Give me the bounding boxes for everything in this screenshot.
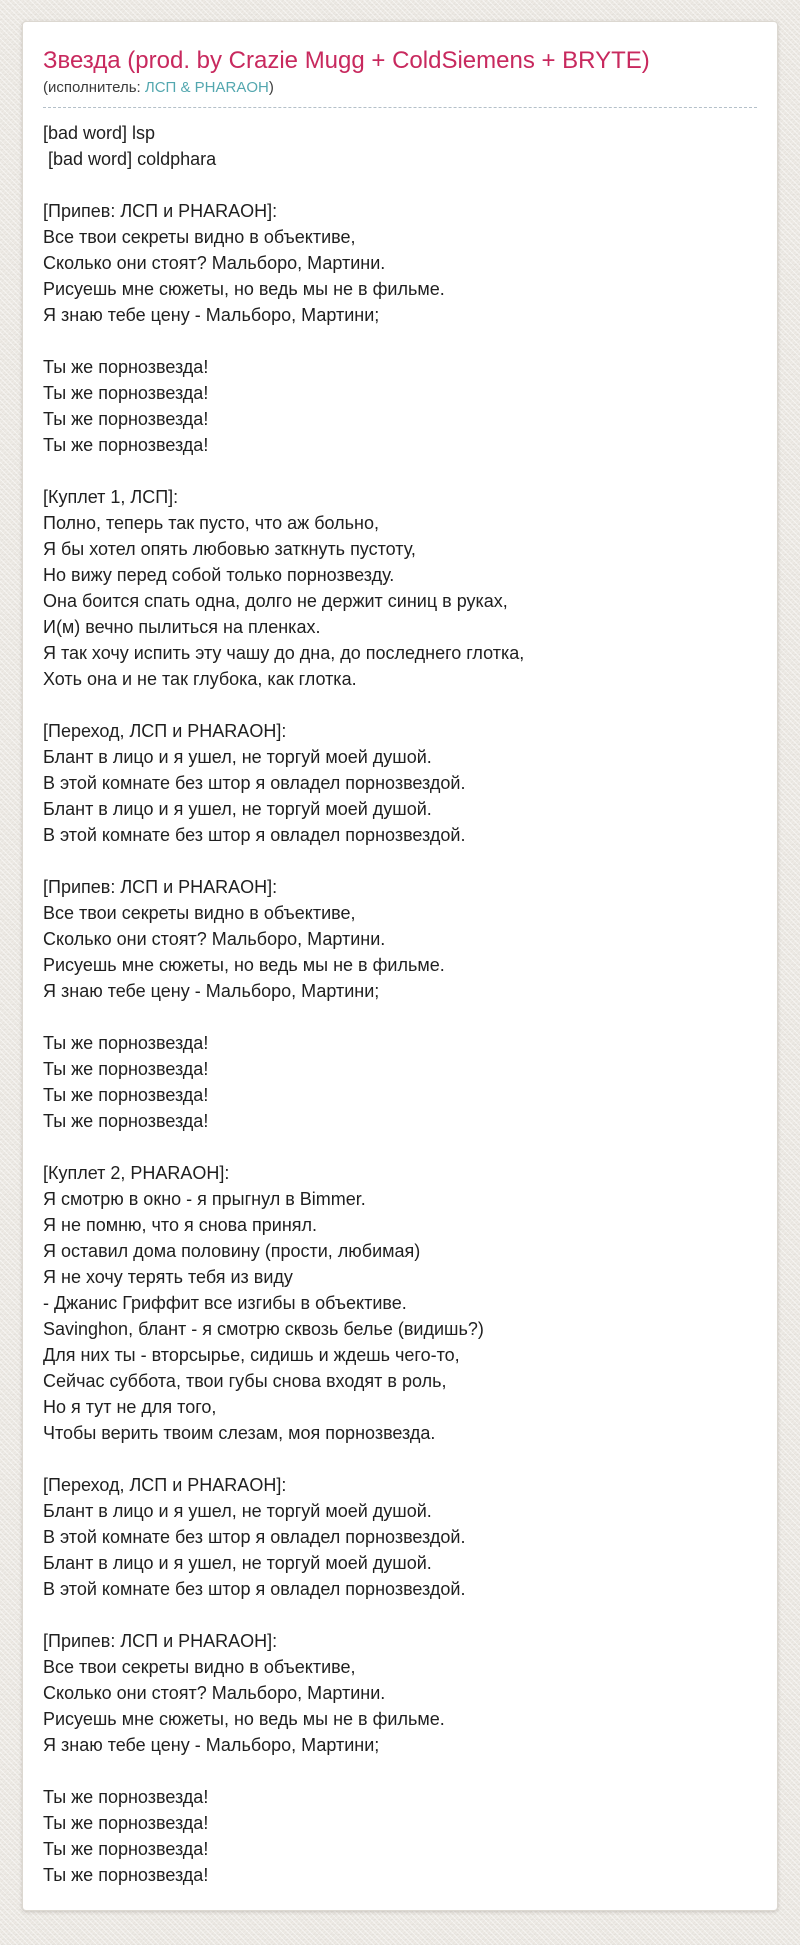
lyric-line: В этой комнате без штор я овладел порнозвездой.: [43, 1579, 466, 1599]
lyric-line: В этой комнате без штор я овладел порнозвездой.: [43, 773, 466, 793]
lyric-line: Рисуешь мне сюжеты, но ведь мы не в фильме.: [43, 955, 445, 975]
song-header: [43, 46, 757, 108]
lyrics-card: [22, 21, 778, 1911]
artist-link[interactable]: ЛСП & PHARAOH: [144, 79, 269, 96]
lyric-line: Рисуешь мне сюжеты, но ведь мы не в фильме.: [43, 279, 445, 299]
lyric-line: Блант в лицо и я ушел, не торгуй моей душой.: [43, 799, 432, 819]
stanza: [43, 1628, 757, 1758]
lyric-line: Чтобы верить твоим слезам, моя порнозвезда.: [43, 1423, 436, 1443]
lyric-line: Я не помню, что я снова принял.: [43, 1215, 318, 1235]
lyric-line: И(м) вечно пылиться на пленках.: [43, 617, 321, 637]
lyric-line: Рисуешь мне сюжеты, но ведь мы не в фильме.: [43, 1709, 445, 1729]
lyric-line: Я знаю тебе цену - Мальборо, Мартини;: [43, 305, 380, 325]
stanza: [43, 120, 757, 172]
stanza: [43, 1030, 757, 1134]
lyric-line: Ты же порнозвезда!: [43, 1813, 209, 1833]
lyric-line: Savinghon, блант - я смотрю сквозь белье (видишь?): [43, 1319, 484, 1339]
lyric-line: Но вижу перед собой только порнозвезду.: [43, 565, 395, 585]
stanza: [43, 354, 757, 458]
stanza: [43, 1160, 757, 1446]
stanza: [43, 198, 757, 328]
lyric-line: Ты же порнозвезда!: [43, 383, 209, 403]
lyric-line: Ты же порнозвезда!: [43, 357, 209, 377]
lyric-line: Ты же порнозвезда!: [43, 409, 209, 429]
lyric-line: Ты же порнозвезда!: [43, 435, 209, 455]
lyric-line: Я так хочу испить эту чашу до дна, до последнего глотка,: [43, 643, 525, 663]
lyric-line: [Переход, ЛСП и PHARAOH]:: [43, 721, 287, 741]
lyric-line: Хоть она и не так глубока, как глотка.: [43, 669, 357, 689]
lyric-line: В этой комнате без штор я овладел порнозвездой.: [43, 1527, 466, 1547]
stanza: [43, 1472, 757, 1602]
lyric-line: Блант в лицо и я ушел, не торгуй моей душой.: [43, 1501, 432, 1521]
lyric-line: [Припев: ЛСП и PHARAOH]:: [43, 1631, 278, 1651]
lyric-line: [Куплет 2, PHARAOH]:: [43, 1163, 230, 1183]
lyric-line: Ты же порнозвезда!: [43, 1059, 209, 1079]
stanza: [43, 874, 757, 1004]
lyric-line: Ты же порнозвезда!: [43, 1839, 209, 1859]
lyric-line: Но я тут не для того,: [43, 1397, 217, 1417]
lyric-line: Ты же порнозвезда!: [43, 1085, 209, 1105]
lyric-line: Ты же порнозвезда!: [43, 1865, 209, 1885]
lyric-line: Все твои секреты видно в объективе,: [43, 1657, 356, 1677]
artist-label: (исполнитель:: [43, 79, 145, 96]
lyric-line: Сейчас суббота, твои губы снова входят в роль,: [43, 1371, 447, 1391]
lyric-line: Полно, теперь так пусто, что аж больно,: [43, 513, 379, 533]
lyric-line: Сколько они стоят? Мальборо, Мартини.: [43, 929, 386, 949]
lyric-line: [bad word] lsp: [43, 123, 156, 143]
lyric-line: Блант в лицо и я ушел, не торгуй моей душой.: [43, 747, 432, 767]
song-title: Звезда (prod. by Crazie Mugg + ColdSiemens + BRYTE): [43, 47, 650, 74]
lyric-line: Блант в лицо и я ушел, не торгуй моей душой.: [43, 1553, 432, 1573]
lyric-line: Ты же порнозвезда!: [43, 1111, 209, 1131]
lyric-line: Все твои секреты видно в объективе,: [43, 903, 356, 923]
stanza: [43, 1784, 757, 1888]
lyric-line: Она боится спать одна, долго не держит синиц в руках,: [43, 591, 508, 611]
lyric-line: [Переход, ЛСП и PHARAOH]:: [43, 1475, 287, 1495]
artist-line: [43, 78, 757, 97]
lyric-line: [Куплет 1, ЛСП]:: [43, 487, 179, 507]
lyrics-text: [43, 120, 757, 1888]
lyric-line: [Припев: ЛСП и PHARAOH]:: [43, 201, 278, 221]
lyric-line: Я оставил дома половину (прости, любимая): [43, 1241, 421, 1261]
lyric-line: В этой комнате без штор я овладел порнозвездой.: [43, 825, 466, 845]
lyric-line: Ты же порнозвезда!: [43, 1787, 209, 1807]
lyric-line: Я знаю тебе цену - Мальборо, Мартини;: [43, 981, 380, 1001]
lyric-line: [Припев: ЛСП и PHARAOH]:: [43, 877, 278, 897]
lyric-line: Сколько они стоят? Мальборо, Мартини.: [43, 1683, 386, 1703]
lyric-line: Для них ты - вторсырье, сидишь и ждешь чего-то,: [43, 1345, 460, 1365]
lyric-line: Я смотрю в окно - я прыгнул в Bimmer.: [43, 1189, 366, 1209]
lyric-line: Я бы хотел опять любовью заткнуть пустоту,: [43, 539, 416, 559]
stanza: [43, 484, 757, 692]
lyric-line: [bad word] coldphara: [43, 149, 217, 169]
lyric-line: Я знаю тебе цену - Мальборо, Мартини;: [43, 1735, 380, 1755]
stanza: [43, 718, 757, 848]
lyric-line: Ты же порнозвезда!: [43, 1033, 209, 1053]
artist-suffix: ): [268, 79, 274, 96]
lyric-line: Я не хочу терять тебя из виду: [43, 1267, 293, 1287]
lyric-line: Все твои секреты видно в объективе,: [43, 227, 356, 247]
lyric-line: Сколько они стоят? Мальборо, Мартини.: [43, 253, 386, 273]
lyric-line: - Джанис Гриффит все изгибы в объективе.: [43, 1293, 407, 1313]
